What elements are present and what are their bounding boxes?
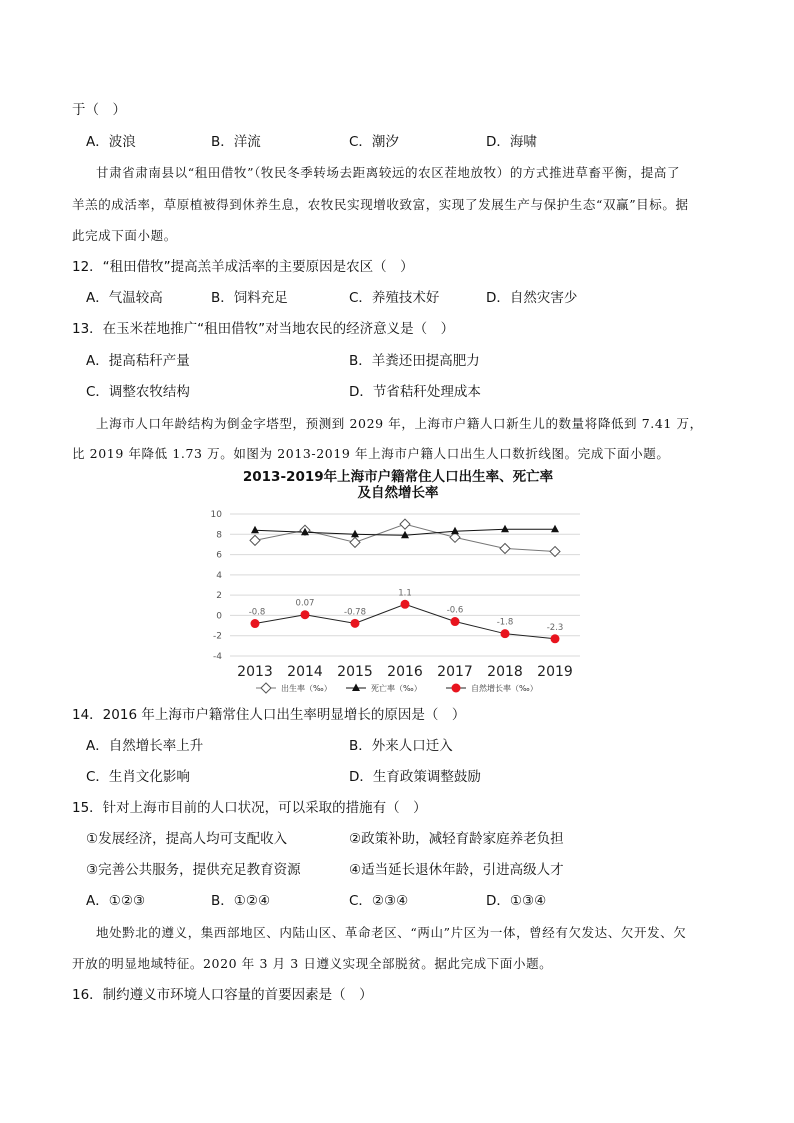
q15-item-1: ①发展经济，提高人均可支配收入 (86, 831, 288, 847)
legend-marker (352, 684, 360, 692)
death-rate-point (451, 527, 459, 535)
natural-growth-rate-point (401, 600, 410, 609)
passage1-line-3: 此完成下面小题。 (72, 228, 177, 243)
x-tick-label: 2019 (537, 664, 573, 680)
y-tick-label: 8 (216, 530, 222, 541)
death-rate-point (251, 526, 259, 534)
population-rate-chart (196, 462, 596, 698)
q11-option-a[interactable]: A．波浪 (86, 134, 136, 150)
x-tick-label: 2017 (437, 664, 473, 680)
birth-rate-point (400, 519, 410, 529)
y-tick-label: -4 (213, 652, 222, 662)
legend-label: 死亡率（‰） (371, 684, 422, 693)
q13-option-b[interactable]: B．羊粪还田提高肥力 (349, 353, 480, 369)
natural-growth-rate-point (251, 619, 260, 628)
passage2-line-1: 上海市人口年龄结构为倒金字塔型，预测到 2029 年，上海市户籍人口新生儿的数量将降低到 7.41 万， (96, 416, 703, 431)
x-tick-label: 2014 (287, 664, 323, 680)
chart-title: 2013-2019年上海市户籍常住人口出生率、死亡率 (242, 469, 554, 485)
chart-subtitle: 及自然增长率 (357, 485, 439, 501)
q13-option-a[interactable]: A．提高秸秆产量 (86, 353, 190, 369)
natural-growth-rate-point (501, 629, 510, 638)
x-tick-label: 2013 (237, 664, 273, 680)
x-tick-label: 2016 (387, 664, 423, 680)
data-label: 0.07 (295, 598, 315, 609)
natural-growth-rate-point (351, 619, 360, 628)
birth-rate-point (250, 535, 260, 545)
q14-option-b[interactable]: B．外来人口迁入 (349, 738, 453, 754)
q11-option-b[interactable]: B．洋流 (211, 134, 261, 150)
passage1-line-1: 甘肃省肃南县以“租田借牧”（牧民冬季转场去距离较远的农区茬地放牧）的方式推进草畜平衡，提高了 (96, 165, 681, 180)
natural-growth-rate-point (451, 617, 460, 626)
q11-option-c[interactable]: C．潮汐 (349, 134, 399, 150)
q12-option-c[interactable]: C．养殖技术好 (349, 290, 440, 306)
q11-stem-tail: 于（ ） (72, 102, 126, 118)
y-tick-label: 10 (210, 510, 222, 520)
q15-item-2: ②政策补助，减轻育龄家庭养老负担 (349, 831, 564, 847)
legend-marker (452, 684, 461, 693)
death-rate-point (351, 530, 359, 538)
y-tick-label: 6 (216, 550, 222, 561)
legend-label: 出生率（‰） (281, 684, 332, 693)
q15-option-c[interactable]: C．②③④ (349, 893, 409, 909)
q12-stem: 12．“租田借牧”提高羔羊成活率的主要原因是农区（ ） (72, 259, 414, 275)
q16-stem: 16．制约遵义市环境人口容量的首要因素是（ ） (72, 987, 373, 1003)
x-tick-label: 2018 (487, 664, 523, 680)
natural-growth-rate-point (301, 610, 310, 619)
data-label: -1.8 (496, 617, 514, 628)
q12-option-b[interactable]: B．饲料充足 (211, 290, 288, 306)
q15-item-4: ④适当延长退休年龄，引进高级人才 (349, 862, 564, 878)
q15-option-d[interactable]: D．①③④ (486, 893, 547, 909)
q13-option-c[interactable]: C．调整农牧结构 (86, 384, 190, 400)
birth-rate-point (350, 537, 360, 547)
data-label: -0.78 (344, 607, 366, 618)
x-tick-label: 2015 (337, 664, 373, 680)
passage2-line-2: 比 2019 年降低 1.73 万。如图为 2013-2019 年上海市户籍人口出生人口数折线图。完成下面小题。 (72, 446, 670, 461)
y-tick-label: 4 (216, 570, 222, 581)
data-label: -2.3 (546, 622, 564, 633)
death-rate-point (501, 525, 509, 533)
q14-option-d[interactable]: D．生育政策调整鼓励 (349, 769, 481, 785)
q15-option-b[interactable]: B．①②④ (211, 893, 271, 909)
passage3-line-2: 开放的明显地域特征。2020 年 3 月 3 日遵义实现全部脱贫。据此完成下面小题。 (72, 956, 553, 971)
natural-growth-rate-point (551, 634, 560, 643)
legend-label: 自然增长率（‰） (471, 684, 538, 693)
passage3-line-1: 地处黔北的遵义，集西部地区、内陆山区、革命老区、“两山”片区为一体，曾经有欠发达、欠开发、欠 (96, 925, 687, 940)
q14-option-a[interactable]: A．自然增长率上升 (86, 738, 204, 754)
y-tick-label: -2 (213, 631, 222, 642)
q13-option-d[interactable]: D．节省秸秆处理成本 (349, 384, 481, 400)
y-tick-label: 0 (216, 611, 222, 622)
legend-marker (261, 683, 271, 693)
q11-option-d[interactable]: D．海啸 (486, 134, 537, 150)
q15-stem: 15．针对上海市目前的人口状况，可以采取的措施有（ ） (72, 800, 427, 816)
q14-stem: 14．2016 年上海市户籍常住人口出生率明显增长的原因是（ ） (72, 707, 466, 723)
death-rate-point (551, 525, 559, 533)
data-label: -0.6 (446, 605, 464, 616)
q15-option-a[interactable]: A．①②③ (86, 893, 146, 909)
y-tick-label: 2 (216, 591, 222, 602)
birth-rate-point (500, 543, 510, 553)
data-label: 1.1 (398, 588, 412, 599)
q12-option-a[interactable]: A．气温较高 (86, 290, 163, 306)
q13-stem: 13．在玉米茬地推广“租田借牧”对当地农民的经济意义是（ ） (72, 321, 455, 337)
q15-item-3: ③完善公共服务，提供充足教育资源 (86, 862, 301, 878)
passage1-line-2: 羊羔的成活率，草原植被得到休养生息，农牧民实现增收致富，实现了发展生产与保护生态“双赢”目标。据 (72, 197, 689, 212)
data-label: -0.8 (248, 607, 266, 618)
q12-option-d[interactable]: D．自然灾害少 (486, 290, 578, 306)
q14-option-c[interactable]: C．生肖文化影响 (86, 769, 190, 785)
